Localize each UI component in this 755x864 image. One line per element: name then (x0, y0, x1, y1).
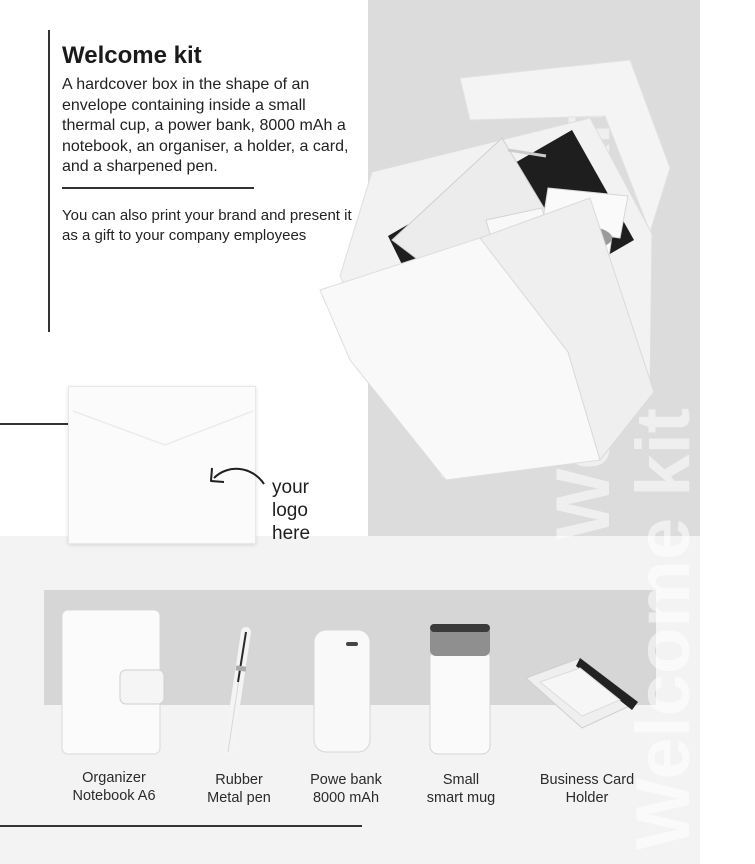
logo-text-line: your (272, 477, 309, 498)
watermark-text: Welcome kit (621, 407, 706, 850)
decorative-vertical-line (48, 30, 50, 332)
bottom-divider (0, 825, 362, 827)
logo-text-line: here (272, 523, 311, 544)
product-label-line: Holder (565, 790, 609, 806)
product-label-card-holder (528, 771, 646, 807)
logo-placeholder-text (272, 476, 310, 545)
logo-text-line: logo (272, 500, 308, 521)
product-label-line: Powe bank (310, 772, 382, 788)
product-label-line: Business Card (539, 772, 635, 788)
watermark-text: Welcome kit (691, 114, 754, 440)
product-label-line: Metal pen (207, 790, 271, 806)
rubber-metal-pen-image (216, 626, 260, 760)
organizer-notebook-image (60, 608, 164, 756)
page-title: Welcome kit (62, 42, 202, 69)
product-label-line: smart mug (426, 790, 496, 806)
power-bank-image (312, 628, 372, 754)
product-label-line: Organizer (82, 770, 146, 786)
product-label-mug (410, 771, 512, 807)
business-card-holder-image (520, 652, 644, 732)
decorative-horizontal-line (0, 423, 68, 425)
product-label-line: Rubber (215, 772, 263, 788)
product-label-line: Small (442, 772, 480, 788)
curved-arrow-icon (198, 462, 270, 494)
product-label-organizer (50, 769, 178, 805)
smart-mug-image (428, 620, 492, 756)
product-label-pen (190, 771, 288, 807)
gift-box-image (260, 60, 700, 480)
product-label-line: Notebook A6 (72, 788, 156, 804)
product-label-power-bank (294, 771, 398, 807)
branding-note: You can also print your brand and present it as a gift to your company employees (62, 207, 352, 244)
product-label-line: 8000 mAh (312, 790, 380, 806)
product-description: A hardcover box in the shape of an envelope containing inside a small thermal cup, a power bank, 8000 mAh a notebook, an organiser, a holder, a card, and a sharpened pen. (62, 76, 349, 175)
text-divider (62, 187, 254, 189)
